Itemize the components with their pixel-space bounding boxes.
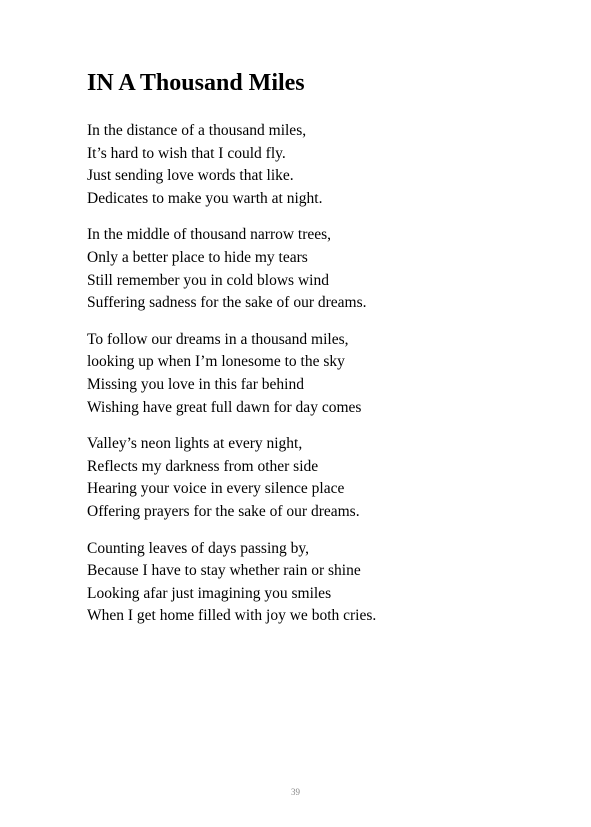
- poem-line: In the distance of a thousand miles,: [87, 122, 307, 139]
- stanza-3: [87, 329, 567, 419]
- stanza-2: [87, 224, 567, 314]
- poem-line: Hearing your voice in every silence place: [87, 480, 345, 498]
- poem-line: Just sending love words that like.: [87, 167, 294, 185]
- stanza-4: [87, 433, 567, 523]
- stanza-1: [87, 120, 567, 210]
- poem-line: Valley’s neon lights at every night,: [87, 435, 303, 453]
- page-number: 39: [291, 787, 300, 797]
- poem-line: Counting leaves of days passing by,: [87, 539, 309, 557]
- poem-title: IN A Thousand Miles: [87, 70, 305, 96]
- poem-line: Dedicates to make you warth at night.: [87, 189, 323, 207]
- poem-line: In the middle of thousand narrow trees,: [87, 226, 332, 244]
- poem-line: Looking afar just imagining you smiles: [87, 584, 332, 602]
- poem-line: Reflects my darkness from other side: [87, 457, 319, 475]
- poem-line: Because I have to stay whether rain or shine: [87, 562, 361, 580]
- poem-line: When I get home filled with joy we both cries.: [87, 607, 377, 625]
- poem-line: Wishing have great full dawn for day comes: [87, 398, 362, 416]
- poem-line: Still remember you in cold blows wind: [87, 271, 329, 289]
- poem-line: Suffering sadness for the sake of our dreams.: [87, 294, 367, 312]
- poem-line: It’s hard to wish that I could fly.: [87, 144, 286, 162]
- poem-line: Only a better place to hide my tears: [87, 248, 308, 266]
- poem-line: looking up when I’m lonesome to the sky: [87, 353, 345, 371]
- poem-line: Offering prayers for the sake of our dreams.: [87, 502, 360, 520]
- poem-body: [87, 120, 567, 642]
- stanza-5: [87, 538, 567, 628]
- poem-line: To follow our dreams in a thousand miles,: [87, 330, 349, 348]
- poem-line: Missing you love in this far behind: [87, 375, 304, 393]
